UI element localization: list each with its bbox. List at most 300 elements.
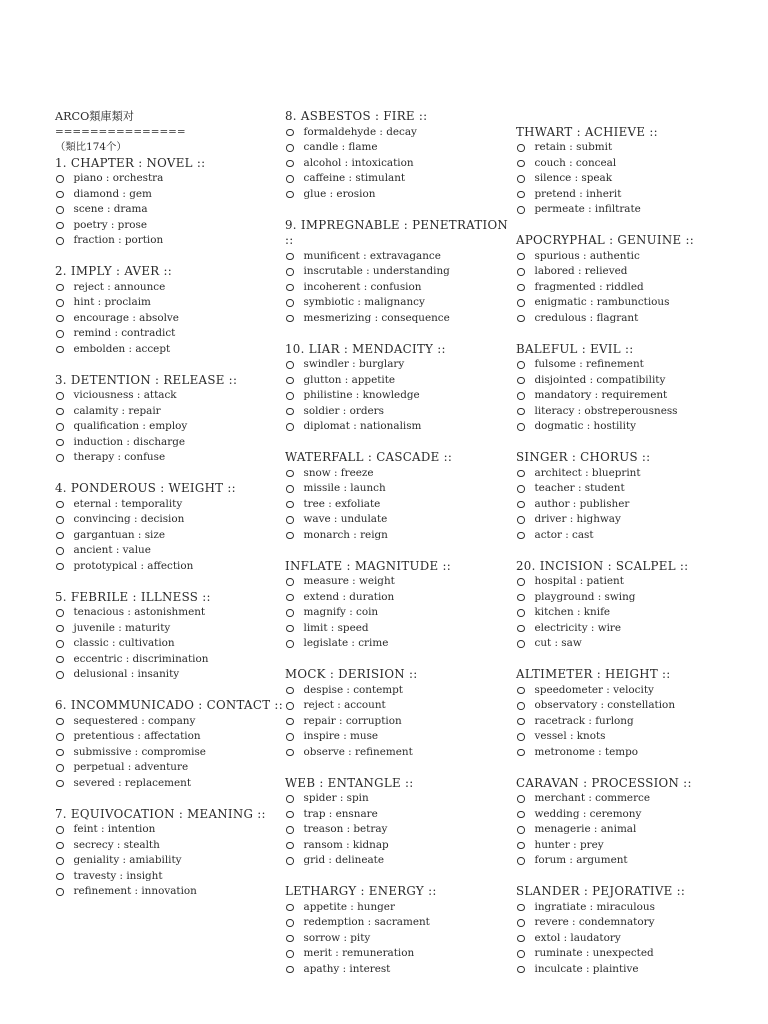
answer-option[interactable]	[285, 621, 513, 637]
radio-circle-icon[interactable]	[286, 687, 294, 695]
answer-option[interactable]	[516, 636, 744, 652]
radio-circle-icon[interactable]	[517, 516, 525, 524]
radio-circle-icon[interactable]	[56, 857, 64, 865]
answer-option[interactable]	[55, 729, 283, 745]
radio-circle-icon[interactable]	[286, 702, 294, 710]
analogy-question-block	[285, 109, 513, 202]
option-text: literacy : obstreperousness	[534, 404, 678, 417]
radio-circle-icon[interactable]	[517, 904, 525, 912]
answer-option[interactable]	[285, 264, 513, 280]
radio-circle-icon[interactable]	[517, 702, 525, 710]
radio-circle-icon[interactable]	[286, 935, 294, 943]
radio-circle-icon[interactable]	[286, 485, 294, 493]
answer-option[interactable]	[55, 280, 283, 296]
question-stem: 6. INCOMMUNICADO : CONTACT ::	[55, 698, 283, 712]
radio-circle-icon[interactable]	[286, 640, 294, 648]
option-text: sequestered : company	[73, 714, 196, 727]
answer-option[interactable]	[516, 807, 744, 823]
answer-option[interactable]	[516, 280, 744, 296]
option-text: kitchen : knife	[534, 606, 611, 618]
answer-option[interactable]	[55, 621, 283, 637]
radio-circle-icon[interactable]	[56, 764, 64, 772]
answer-option[interactable]	[516, 357, 744, 373]
radio-circle-icon[interactable]	[286, 470, 294, 478]
option-text: remind : contradict	[73, 327, 176, 339]
answer-option[interactable]	[55, 497, 283, 513]
option-text: refinement : innovation	[73, 885, 197, 897]
answer-option[interactable]	[285, 280, 513, 296]
answer-option[interactable]	[285, 714, 513, 730]
radio-circle-icon[interactable]	[517, 919, 525, 927]
answer-option[interactable]	[516, 140, 744, 156]
answer-option[interactable]	[516, 683, 744, 699]
radio-circle-icon[interactable]	[286, 842, 294, 850]
answer-option[interactable]	[516, 900, 744, 916]
option-text: dogmatic : hostility	[534, 420, 637, 432]
radio-circle-icon[interactable]	[517, 594, 525, 602]
answer-option[interactable]	[285, 807, 513, 823]
option-text: wave : undulate	[303, 513, 388, 525]
radio-circle-icon[interactable]	[56, 609, 64, 617]
radio-circle-icon[interactable]	[56, 873, 64, 881]
radio-circle-icon[interactable]	[286, 191, 294, 199]
answer-option[interactable]	[55, 171, 283, 187]
answer-option[interactable]	[516, 729, 744, 745]
radio-circle-icon[interactable]	[56, 454, 64, 462]
answer-option[interactable]	[516, 698, 744, 714]
analogy-question-block	[55, 807, 283, 900]
block-spacer	[55, 791, 283, 807]
radio-circle-icon[interactable]	[56, 191, 64, 199]
radio-circle-icon[interactable]	[286, 826, 294, 834]
answer-option[interactable]	[516, 512, 744, 528]
answer-option[interactable]	[285, 900, 513, 916]
radio-circle-icon[interactable]	[286, 377, 294, 385]
answer-option[interactable]	[516, 481, 744, 497]
answer-option[interactable]	[516, 915, 744, 931]
option-text: diplomat : nationalism	[303, 420, 422, 432]
column-left	[55, 109, 283, 900]
option-text: fragmented : riddled	[534, 280, 644, 293]
column-top-spacer	[516, 109, 744, 125]
answer-option[interactable]	[516, 466, 744, 482]
radio-circle-icon[interactable]	[286, 795, 294, 803]
option-text: piano : orchestra	[73, 172, 164, 184]
answer-option[interactable]	[285, 822, 513, 838]
radio-circle-icon[interactable]	[56, 299, 64, 307]
answer-option[interactable]	[516, 745, 744, 761]
answer-option[interactable]	[55, 760, 283, 776]
radio-circle-icon[interactable]	[517, 361, 525, 369]
block-spacer	[55, 574, 283, 590]
radio-circle-icon[interactable]	[56, 222, 64, 230]
option-text: ingratiate : miraculous	[534, 900, 655, 913]
answer-option[interactable]	[55, 218, 283, 234]
radio-circle-icon[interactable]	[517, 423, 525, 431]
option-text: vessel : knots	[534, 730, 606, 742]
answer-option[interactable]	[285, 497, 513, 513]
answer-option[interactable]	[516, 528, 744, 544]
option-text: incoherent : confusion	[303, 280, 422, 293]
radio-circle-icon[interactable]	[56, 718, 64, 726]
radio-circle-icon[interactable]	[517, 532, 525, 540]
document-title: ARCO類庫類对	[55, 110, 134, 123]
option-text: soldier : orders	[303, 404, 384, 417]
radio-circle-icon[interactable]	[517, 175, 525, 183]
answer-option[interactable]	[516, 171, 744, 187]
radio-circle-icon[interactable]	[286, 749, 294, 757]
answer-option[interactable]	[285, 931, 513, 947]
option-text: actor : cast	[534, 528, 594, 541]
radio-circle-icon[interactable]	[517, 206, 525, 214]
radio-circle-icon[interactable]	[56, 439, 64, 447]
radio-circle-icon[interactable]	[517, 485, 525, 493]
answer-option[interactable]	[285, 357, 513, 373]
block-spacer	[516, 543, 744, 559]
option-text: hospital : patient	[534, 575, 624, 587]
radio-circle-icon[interactable]	[286, 361, 294, 369]
answer-option[interactable]	[55, 652, 283, 668]
option-text: labored : relieved	[534, 265, 628, 277]
option-text: disjointed : compatibility	[534, 373, 666, 386]
radio-circle-icon[interactable]	[517, 718, 525, 726]
block-spacer	[285, 652, 513, 668]
radio-circle-icon[interactable]	[56, 284, 64, 292]
radio-circle-icon[interactable]	[517, 609, 525, 617]
analogy-question-block	[285, 450, 513, 543]
analogy-question-block	[55, 264, 283, 357]
radio-circle-icon[interactable]	[56, 346, 64, 354]
option-text: racetrack : furlong	[534, 714, 634, 727]
radio-circle-icon[interactable]	[286, 408, 294, 416]
answer-option[interactable]	[516, 187, 744, 203]
answer-option[interactable]	[285, 915, 513, 931]
answer-option[interactable]	[55, 869, 283, 885]
answer-option[interactable]	[285, 156, 513, 172]
option-text: submissive : compromise	[73, 745, 206, 758]
radio-circle-icon[interactable]	[56, 175, 64, 183]
answer-option[interactable]	[516, 574, 744, 590]
answer-option[interactable]	[285, 249, 513, 265]
answer-option[interactable]	[55, 822, 283, 838]
radio-circle-icon[interactable]	[56, 640, 64, 648]
answer-option[interactable]	[285, 388, 513, 404]
answer-option[interactable]	[285, 481, 513, 497]
radio-circle-icon[interactable]	[517, 408, 525, 416]
question-stem: INFLATE : MAGNITUDE ::	[285, 558, 452, 573]
answer-option[interactable]	[516, 853, 744, 869]
radio-circle-icon[interactable]	[286, 253, 294, 261]
answer-option[interactable]	[285, 962, 513, 978]
option-text: legislate : crime	[303, 637, 389, 649]
answer-option[interactable]	[516, 714, 744, 730]
radio-circle-icon[interactable]	[56, 423, 64, 431]
radio-circle-icon[interactable]	[286, 904, 294, 912]
answer-option[interactable]	[55, 326, 283, 342]
answer-option[interactable]	[55, 311, 283, 327]
radio-circle-icon[interactable]	[56, 206, 64, 214]
radio-circle-icon[interactable]	[517, 578, 525, 586]
answer-option[interactable]	[285, 729, 513, 745]
radio-circle-icon[interactable]	[286, 718, 294, 726]
radio-circle-icon[interactable]	[517, 857, 525, 865]
answer-option[interactable]	[285, 636, 513, 652]
radio-circle-icon[interactable]	[286, 532, 294, 540]
answer-option[interactable]	[285, 373, 513, 389]
option-text: magnify : coin	[303, 606, 379, 618]
answer-option[interactable]	[285, 171, 513, 187]
answer-option[interactable]	[285, 419, 513, 435]
answer-option[interactable]	[516, 962, 744, 978]
answer-option[interactable]	[55, 404, 283, 420]
answer-option[interactable]	[516, 621, 744, 637]
answer-option[interactable]	[285, 853, 513, 869]
option-text: ancient : value	[73, 544, 151, 556]
answer-option[interactable]	[55, 202, 283, 218]
answer-option[interactable]	[516, 822, 744, 838]
radio-circle-icon[interactable]	[286, 423, 294, 431]
radio-circle-icon[interactable]	[286, 284, 294, 292]
answer-option[interactable]	[516, 946, 744, 962]
option-text: permeate : infiltrate	[534, 203, 641, 215]
radio-circle-icon[interactable]	[56, 671, 64, 679]
answer-option[interactable]	[55, 512, 283, 528]
radio-circle-icon[interactable]	[517, 268, 525, 276]
radio-circle-icon[interactable]	[286, 811, 294, 819]
answer-option[interactable]	[55, 295, 283, 311]
option-text: alcohol : intoxication	[303, 156, 414, 169]
answer-option[interactable]	[516, 838, 744, 854]
radio-circle-icon[interactable]	[517, 733, 525, 741]
answer-option[interactable]	[516, 202, 744, 218]
radio-circle-icon[interactable]	[517, 811, 525, 819]
radio-circle-icon[interactable]	[286, 950, 294, 958]
radio-circle-icon[interactable]	[286, 144, 294, 152]
radio-circle-icon[interactable]	[517, 826, 525, 834]
radio-circle-icon[interactable]	[286, 578, 294, 586]
radio-circle-icon[interactable]	[517, 191, 525, 199]
radio-circle-icon[interactable]	[56, 563, 64, 571]
radio-circle-icon[interactable]	[517, 640, 525, 648]
radio-circle-icon[interactable]	[517, 749, 525, 757]
answer-option[interactable]	[55, 233, 283, 249]
radio-circle-icon[interactable]	[517, 392, 525, 400]
answer-option[interactable]	[285, 404, 513, 420]
radio-circle-icon[interactable]	[286, 625, 294, 633]
option-text: therapy : confuse	[73, 451, 166, 463]
radio-circle-icon[interactable]	[517, 625, 525, 633]
answer-option[interactable]	[285, 605, 513, 621]
answer-option[interactable]	[516, 590, 744, 606]
answer-option[interactable]	[285, 698, 513, 714]
radio-circle-icon[interactable]	[56, 826, 64, 834]
radio-circle-icon[interactable]	[56, 842, 64, 850]
radio-circle-icon[interactable]	[286, 299, 294, 307]
radio-circle-icon[interactable]	[517, 501, 525, 509]
radio-circle-icon[interactable]	[56, 330, 64, 338]
radio-circle-icon[interactable]	[286, 129, 294, 137]
radio-circle-icon[interactable]	[286, 733, 294, 741]
answer-option[interactable]	[516, 404, 744, 420]
radio-circle-icon[interactable]	[56, 516, 64, 524]
radio-circle-icon[interactable]	[56, 547, 64, 555]
answer-option[interactable]	[55, 388, 283, 404]
answer-option[interactable]	[55, 714, 283, 730]
answer-option[interactable]	[285, 295, 513, 311]
answer-option[interactable]	[55, 559, 283, 575]
radio-circle-icon[interactable]	[56, 888, 64, 896]
analogy-question-block	[285, 342, 513, 435]
answer-option[interactable]	[55, 435, 283, 451]
block-spacer	[55, 466, 283, 482]
option-text: prototypical : affection	[73, 559, 194, 572]
option-text: poetry : prose	[73, 218, 148, 231]
radio-circle-icon[interactable]	[286, 160, 294, 168]
analogy-question-block	[55, 481, 283, 574]
answer-option[interactable]	[285, 528, 513, 544]
answer-option[interactable]	[285, 838, 513, 854]
option-text: tree : exfoliate	[303, 497, 381, 510]
answer-option[interactable]	[285, 512, 513, 528]
radio-circle-icon[interactable]	[286, 919, 294, 927]
answer-option[interactable]	[516, 249, 744, 265]
answer-option[interactable]	[55, 884, 283, 900]
option-text: reject : announce	[73, 280, 166, 293]
option-text: classic : cultivation	[73, 637, 175, 649]
answer-option[interactable]	[285, 125, 513, 141]
radio-circle-icon[interactable]	[517, 253, 525, 261]
option-text: inculcate : plaintive	[534, 962, 639, 975]
radio-circle-icon[interactable]	[56, 625, 64, 633]
option-text: merit : remuneration	[303, 947, 415, 959]
answer-option[interactable]	[55, 667, 283, 683]
answer-option[interactable]	[516, 419, 744, 435]
radio-circle-icon[interactable]	[56, 656, 64, 664]
answer-option[interactable]	[55, 853, 283, 869]
option-text: candle : flame	[303, 141, 378, 153]
answer-option[interactable]	[55, 745, 283, 761]
radio-circle-icon[interactable]	[517, 842, 525, 850]
radio-circle-icon[interactable]	[517, 160, 525, 168]
radio-circle-icon[interactable]	[286, 966, 294, 974]
answer-option[interactable]	[55, 776, 283, 792]
radio-circle-icon[interactable]	[517, 795, 525, 803]
answer-option[interactable]	[516, 931, 744, 947]
analogy-question-block	[516, 125, 744, 218]
block-spacer	[516, 326, 744, 342]
radio-circle-icon[interactable]	[286, 501, 294, 509]
radio-circle-icon[interactable]	[517, 950, 525, 958]
option-text: severed : replacement	[73, 776, 191, 789]
answer-option[interactable]	[516, 373, 744, 389]
option-text: observatory : constellation	[534, 699, 676, 711]
radio-circle-icon[interactable]	[286, 609, 294, 617]
answer-option[interactable]	[516, 791, 744, 807]
answer-option[interactable]	[516, 156, 744, 172]
answer-option[interactable]	[285, 745, 513, 761]
analogy-question-block	[285, 776, 513, 869]
radio-circle-icon[interactable]	[517, 315, 525, 323]
answer-option[interactable]	[285, 466, 513, 482]
radio-circle-icon[interactable]	[286, 516, 294, 524]
answer-option[interactable]	[516, 605, 744, 621]
radio-circle-icon[interactable]	[286, 392, 294, 400]
radio-circle-icon[interactable]	[517, 687, 525, 695]
radio-circle-icon[interactable]	[56, 733, 64, 741]
option-text: mesmerizing : consequence	[303, 311, 450, 324]
radio-circle-icon[interactable]	[56, 532, 64, 540]
option-text: grid : delineate	[303, 854, 385, 866]
option-text: trap : ensnare	[303, 807, 378, 820]
radio-circle-icon[interactable]	[517, 299, 525, 307]
question-stem: 9. IMPREGNABLE : PENETRATION ::	[285, 217, 509, 247]
answer-option[interactable]	[55, 838, 283, 854]
radio-circle-icon[interactable]	[56, 392, 64, 400]
radio-circle-icon[interactable]	[56, 408, 64, 416]
answer-option[interactable]	[55, 342, 283, 358]
analogy-question-block	[516, 559, 744, 652]
answer-option[interactable]	[285, 574, 513, 590]
answer-option[interactable]	[55, 419, 283, 435]
answer-option[interactable]	[285, 187, 513, 203]
column-middle	[285, 109, 513, 977]
answer-option[interactable]	[516, 388, 744, 404]
option-text: forum : argument	[534, 854, 628, 866]
radio-circle-icon[interactable]	[286, 175, 294, 183]
radio-circle-icon[interactable]	[286, 315, 294, 323]
answer-option[interactable]	[516, 264, 744, 280]
option-text: travesty : insight	[73, 869, 163, 882]
answer-option[interactable]	[55, 528, 283, 544]
option-text: calamity : repair	[73, 404, 161, 417]
radio-circle-icon[interactable]	[517, 966, 525, 974]
answer-option[interactable]	[285, 590, 513, 606]
analogy-question-block	[516, 884, 744, 977]
block-spacer	[285, 760, 513, 776]
answer-option[interactable]	[55, 543, 283, 559]
option-text: wedding : ceremony	[534, 807, 642, 820]
answer-option[interactable]	[55, 636, 283, 652]
option-text: juvenile : maturity	[73, 621, 171, 634]
radio-circle-icon[interactable]	[56, 501, 64, 509]
radio-circle-icon[interactable]	[517, 935, 525, 943]
option-text: ransom : kidnap	[303, 838, 389, 851]
answer-option[interactable]	[285, 791, 513, 807]
answer-option[interactable]	[516, 311, 744, 327]
answer-option[interactable]	[285, 140, 513, 156]
radio-circle-icon[interactable]	[56, 749, 64, 757]
answer-option[interactable]	[55, 450, 283, 466]
radio-circle-icon[interactable]	[517, 144, 525, 152]
answer-option[interactable]	[516, 295, 744, 311]
radio-circle-icon[interactable]	[286, 268, 294, 276]
answer-option[interactable]	[285, 683, 513, 699]
radio-circle-icon[interactable]	[517, 377, 525, 385]
radio-circle-icon[interactable]	[56, 237, 64, 245]
radio-circle-icon[interactable]	[517, 284, 525, 292]
answer-option[interactable]	[285, 946, 513, 962]
radio-circle-icon[interactable]	[56, 315, 64, 323]
answer-option[interactable]	[285, 311, 513, 327]
radio-circle-icon[interactable]	[56, 780, 64, 788]
answer-option[interactable]	[55, 187, 283, 203]
answer-option[interactable]	[516, 497, 744, 513]
option-text: retain : submit	[534, 141, 613, 153]
radio-circle-icon[interactable]	[286, 594, 294, 602]
answer-option[interactable]	[55, 605, 283, 621]
radio-circle-icon[interactable]	[286, 857, 294, 865]
radio-circle-icon[interactable]	[517, 470, 525, 478]
